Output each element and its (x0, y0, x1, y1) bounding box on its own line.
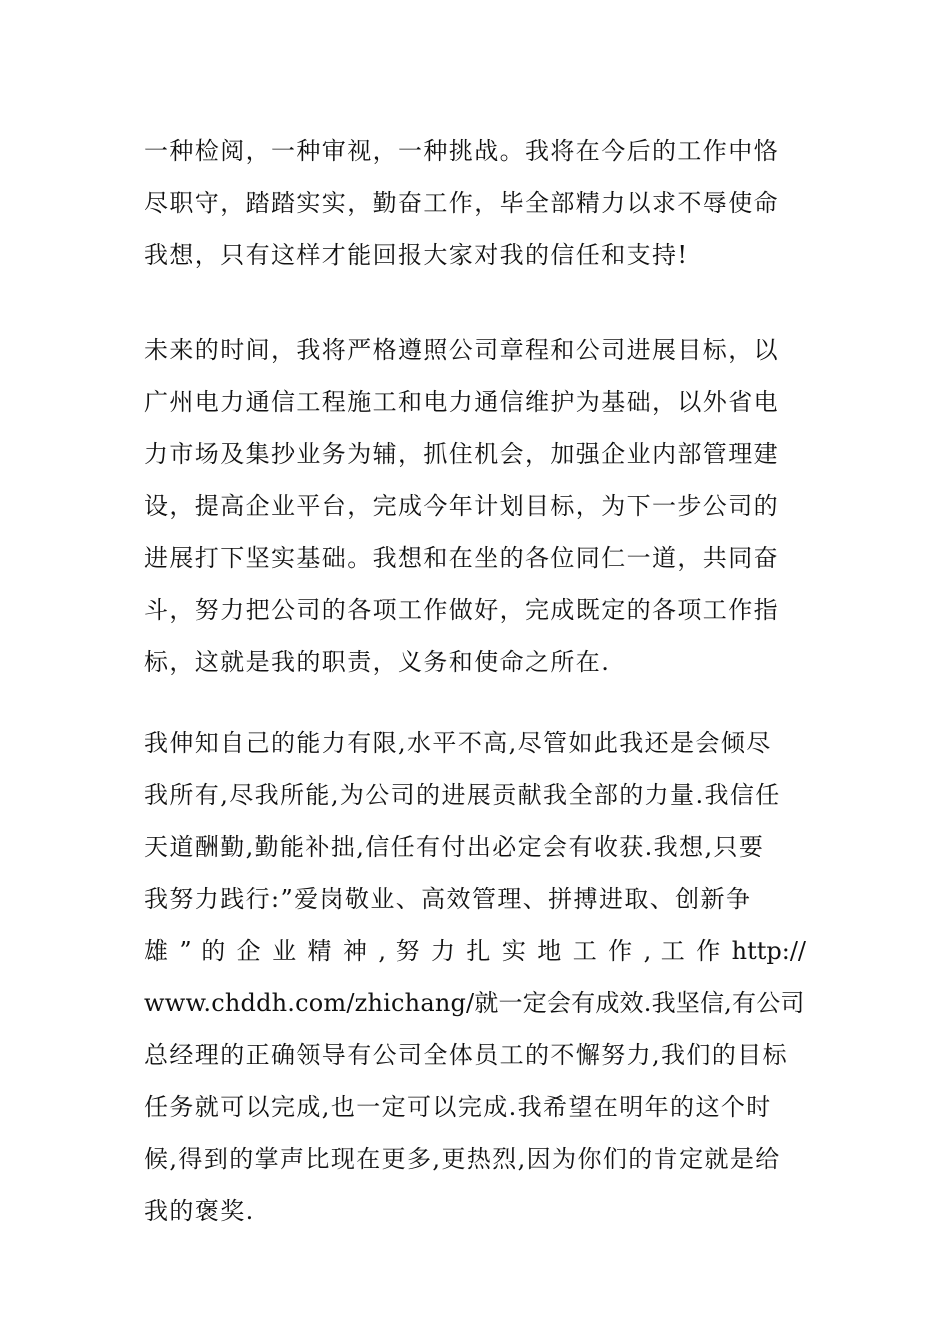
text-line: 我伸知自己的能力有限,水平不高,尽管如此我还是会倾尽 (144, 729, 772, 757)
text-line: www.chddh.com/zhichang/就一定会有成效.我坚信,有公司 (144, 989, 805, 1017)
text-line: 候,得到的掌声比现在更多,更热烈,因为你们的肯定就是给 (144, 1145, 781, 1173)
text-line: 一种检阅，一种审视，一种挑战。我将在今后的工作中恪 (144, 137, 779, 165)
text-line: 力市场及集抄业务为辅，抓住机会，加强企业内部管理建 (144, 440, 779, 468)
text-line: 天道酬勤,勤能补拙,信任有付出必定会有收获.我想,只要 (144, 833, 765, 861)
text-line: 任务就可以完成,也一定可以完成.我希望在明年的这个时 (144, 1093, 772, 1121)
text-line: 我想，只有这样才能回报大家对我的信任和支持! (144, 241, 689, 269)
paragraph-3 (144, 717, 806, 1237)
text-line: 总经理的正确领导有公司全体员工的不懈努力,我们的目标 (144, 1041, 789, 1069)
text-line: 尽职守，踏踏实实，勤奋工作，毕全部精力以求不辱使命 (144, 189, 779, 217)
paragraph-1 (144, 125, 806, 281)
text-line: 雄 ” 的 企 业 精 神 , 努 力 扎 实 地 工 作 , 工 作 http:// (144, 937, 806, 965)
text-line: 标，这就是我的职责，义务和使命之所在. (144, 648, 611, 676)
text-line: 我所有,尽我所能,为公司的进展贡献我全部的力量.我信任 (144, 781, 781, 809)
text-line: 斗，努力把公司的各项工作做好，完成既定的各项工作指 (144, 596, 779, 624)
text-line: 广州电力通信工程施工和电力通信维护为基础，以外省电 (144, 388, 779, 416)
text-line: 我努力践行:”爱岗敬业、高效管理、拼搏进取、创新争 (144, 885, 752, 913)
text-line: 进展打下坚实基础。我想和在坐的各位同仁一道，共同奋 (144, 544, 779, 572)
text-line: 我的褒奖. (144, 1197, 255, 1225)
text-line: 设，提高企业平台，完成今年计划目标，为下一步公司的 (144, 492, 779, 520)
text-line: 未来的时间，我将严格遵照公司章程和公司进展目标，以 (144, 336, 779, 364)
paragraph-2 (144, 324, 806, 688)
